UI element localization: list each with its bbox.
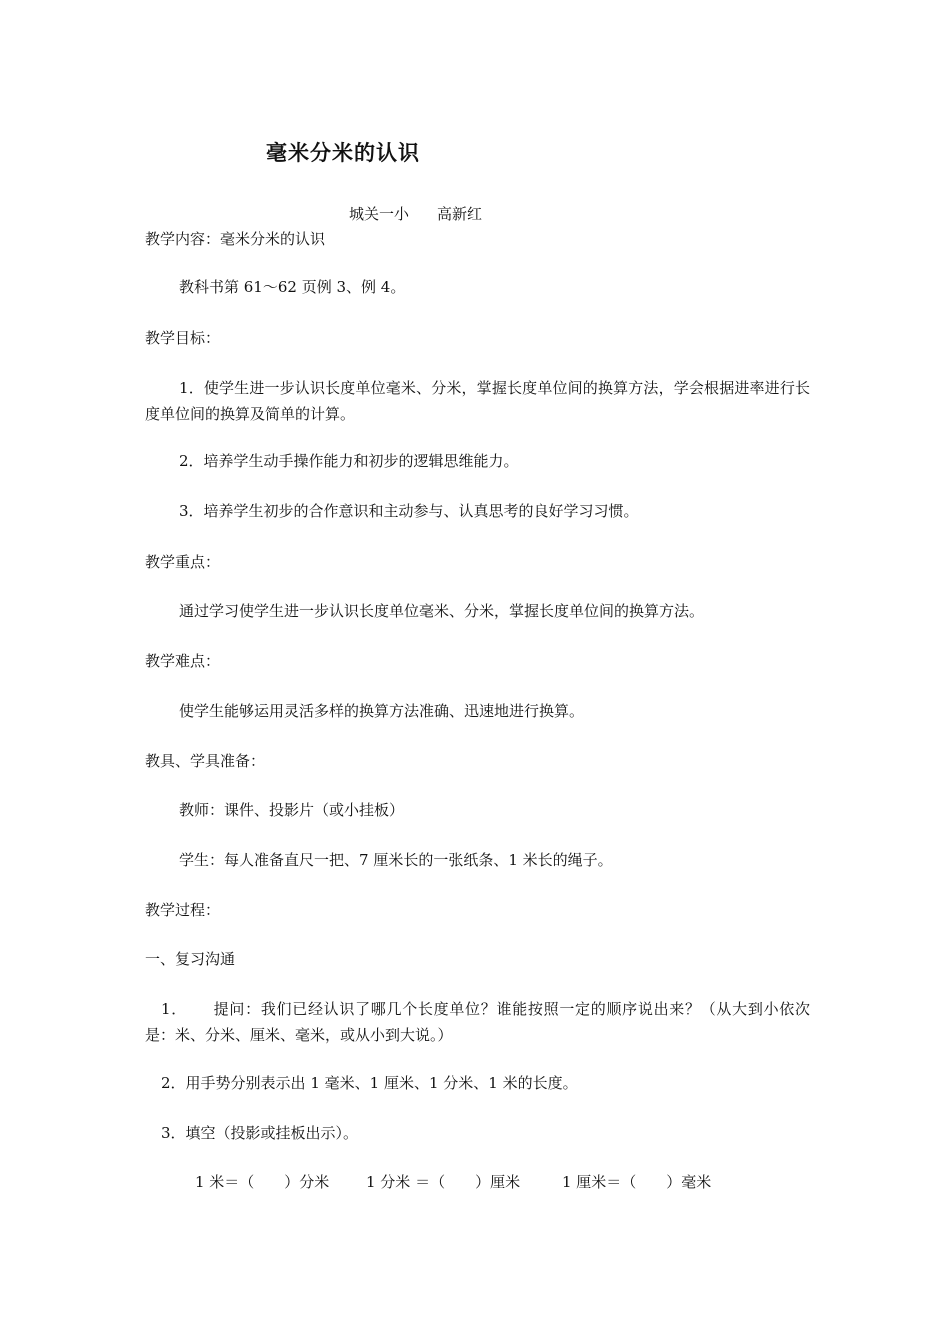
- review-2-text: 用手势分别表示出 1 毫米、1 厘米、1 分米、1 米的长度。: [185, 1074, 578, 1092]
- content-text: 教科书第 61～62 页例 3、例 4。: [179, 278, 406, 296]
- author-name: 高新红: [437, 205, 483, 223]
- goal-2-number: 2．: [179, 452, 204, 470]
- school-name: 城关一小: [349, 205, 410, 223]
- tools-heading: 教具、学具准备：: [145, 752, 266, 770]
- goal-2-text: 培养学生动手操作能力和初步的逻辑思维能力。: [203, 452, 519, 470]
- review-heading: 一、复习沟通: [145, 950, 236, 968]
- goal-3-number: 3．: [179, 502, 204, 520]
- key-text: 通过学习使学生进一步认识长度单位毫米、分米，掌握长度单位间的换算方法。: [179, 602, 705, 620]
- review-2-number: 2．: [161, 1074, 186, 1092]
- review-1-number: 1．: [161, 1000, 187, 1018]
- document-title: 毫米分米的认识: [266, 140, 420, 165]
- goal-item-3: [179, 501, 639, 521]
- goal-3-text: 培养学生初步的合作意识和主动参与、认真思考的良好学习习惯。: [203, 502, 639, 520]
- goals-heading: 教学目标：: [145, 329, 221, 347]
- process-heading: 教学过程：: [145, 901, 221, 919]
- difficulty-text: 使学生能够运用灵活多样的换算方法准确、迅速地进行换算。: [179, 702, 585, 720]
- goal-item-2: [179, 451, 519, 471]
- content-heading: 教学内容：毫米分米的认识: [145, 230, 326, 248]
- tools-teacher: 教师：课件、投影片（或小挂板）: [179, 801, 405, 819]
- review-item-2: [161, 1073, 578, 1093]
- fill-blank-3: 1 厘米＝（ ）毫米: [562, 1173, 712, 1191]
- key-heading: 教学重点：: [145, 553, 221, 571]
- difficulty-heading: 教学难点：: [145, 652, 221, 670]
- tools-student: 学生：每人准备直尺一把、7 厘米长的一张纸条、1 米长的绳子。: [179, 851, 613, 869]
- fill-blank-2: 1 分米 ＝（ ）厘米: [366, 1173, 521, 1191]
- fill-blank-1: 1 米＝（ ）分米: [195, 1173, 330, 1191]
- review-item-3: 3．填空（投影或挂板出示）。: [161, 1124, 359, 1142]
- byline: [349, 204, 482, 224]
- review-1-text: 提问：我们已经认识了哪几个长度单位？谁能按照一定的顺序说出来？（从大到小依次是：米、分米、厘米、毫米，或从小到大说。）: [145, 1000, 810, 1044]
- goal-item-1: [145, 375, 810, 427]
- review-item-1: [145, 996, 810, 1048]
- goal-1-number: 1．: [179, 379, 204, 397]
- goal-1-text: 使学生进一步认识长度单位毫米、分米，掌握长度单位间的换算方法，学会根据进率进行长度单位间的换算及简单的计算。: [145, 379, 810, 423]
